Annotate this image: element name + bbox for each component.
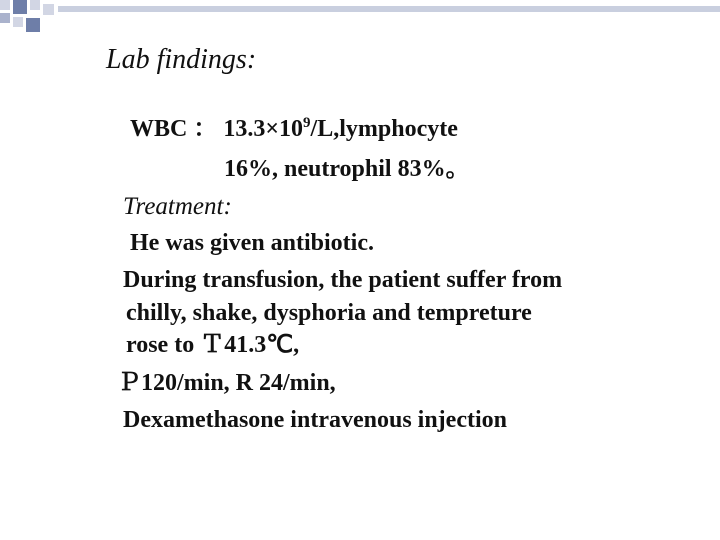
temperature-symbol: Ｔ: [200, 331, 225, 358]
slide-title-text: Lab findings: [106, 44, 247, 75]
wbc-rest: /L,lymphocyte: [310, 116, 458, 142]
treatment-text: He was given antibiotic.: [130, 230, 374, 256]
treatment-colon: :: [223, 193, 232, 220]
decor-square-light-1: [0, 0, 10, 10]
wbc-exponent: 9: [303, 115, 311, 131]
wbc-line-2: [224, 157, 470, 181]
decor-square-dark-1: [13, 0, 27, 14]
celsius-unit: ℃: [266, 331, 294, 358]
header-decoration: [0, 0, 720, 40]
decor-square-light-4: [43, 4, 54, 15]
decor-square-light-3: [13, 17, 23, 27]
temperature-comma: ,: [293, 332, 300, 358]
transfusion-line-3: [126, 333, 299, 357]
dexamethasone-line: Dexamethasone intravenous injection: [123, 407, 507, 433]
slide-title-colon: :: [246, 44, 257, 75]
transfusion-line-1: During transfusion, the patient suffer from: [123, 267, 563, 293]
decor-square-mid-1: [0, 13, 10, 23]
vitals-text: 120/min, R 24/min,: [141, 370, 336, 396]
wbc-line2-end: 。: [445, 155, 470, 182]
temperature-value: 41.3: [224, 332, 267, 358]
wbc-label: WBC: [130, 116, 188, 142]
vitals-line: [117, 371, 336, 395]
rose-to-text: rose to: [126, 332, 195, 358]
decor-top-bar: [58, 6, 720, 12]
treatment-heading: [123, 194, 232, 219]
slide-title: [106, 46, 256, 74]
wbc-value: 13.3×10: [223, 116, 304, 142]
wbc-line2-text: 16%, neutrophil 83%: [224, 156, 446, 182]
pulse-symbol: Ｐ: [117, 369, 141, 396]
decor-square-light-2: [30, 0, 40, 10]
decor-square-dark-2: [26, 18, 40, 32]
wbc-line-1: [130, 117, 458, 141]
wbc-colon: ：: [193, 115, 218, 142]
transfusion-line-2: chilly, shake, dysphoria and tempreture: [126, 300, 532, 326]
treatment-label: Treatment: [123, 193, 224, 220]
